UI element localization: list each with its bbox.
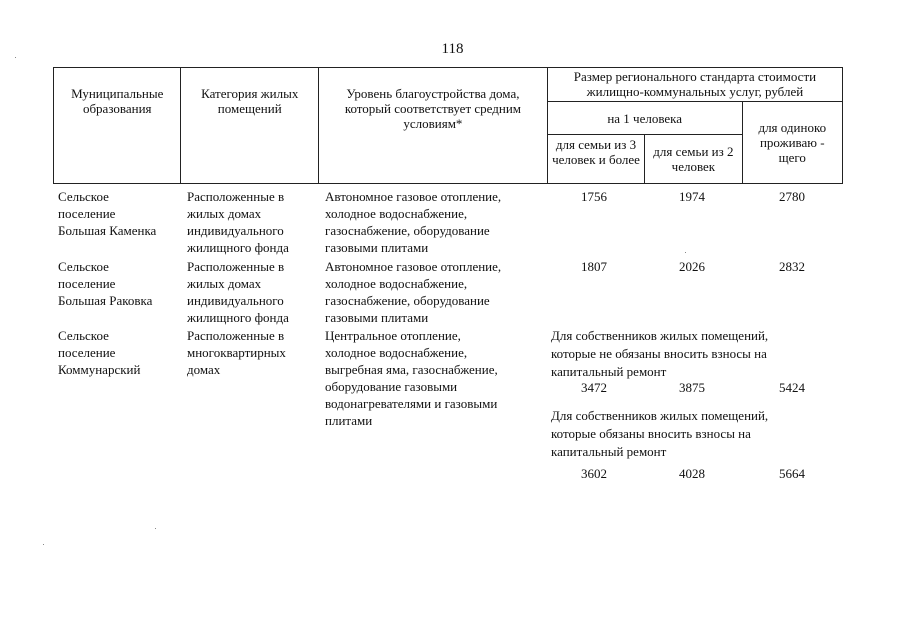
row2-category: Расположенные в жилых домах индивидуального жилищного фонда bbox=[187, 259, 289, 325]
table-header bbox=[53, 67, 843, 184]
header-level: Уровень благоустройства дома, который соответствует средним условиям* bbox=[318, 68, 547, 184]
row3-note2-value-family3: 3602 bbox=[581, 466, 607, 481]
row3-note1-value-single: 5424 bbox=[779, 380, 805, 395]
row3-note2-value-single: 5664 bbox=[779, 466, 805, 481]
row2-value-single: 2832 bbox=[779, 259, 805, 274]
header-municipality: Муниципальные образования bbox=[54, 68, 181, 184]
row2-value-family3: 1807 bbox=[581, 259, 607, 274]
scan-speck bbox=[15, 57, 16, 58]
row1-value-single: 2780 bbox=[779, 189, 805, 204]
header-per-person: на 1 человека bbox=[547, 102, 742, 135]
row1-category: Расположенные в жилых домах индивидуального жилищного фонда bbox=[187, 189, 289, 255]
header-family-3: для семьи из 3 человек и более bbox=[547, 135, 644, 184]
header-size-title: Размер регионального стандарта стоимости жилищно-коммунальных услуг, рублей bbox=[547, 68, 842, 102]
header-category: Категория жилых помещений bbox=[181, 68, 319, 184]
row3-level: Центральное отопление, холодное водоснабжение, выгребная яма, газоснабжение, оборудование газовыми водонагревателями и газовыми плитами bbox=[325, 328, 498, 428]
row2-municipality: Сельское поселение Большая Раковка bbox=[58, 259, 153, 308]
header-single: для одиноко проживаю - щего bbox=[742, 102, 842, 184]
row3-note1-value-family3: 3472 bbox=[581, 380, 607, 395]
header-family-2: для семьи из 2 человек bbox=[645, 135, 742, 184]
row3-note1-value-family2: 3875 bbox=[679, 380, 705, 395]
row3-note-no-contributions: Для собственников жилых помещений, которые не обязаны вносить взносы на капитальный ремонт bbox=[551, 328, 769, 379]
scan-speck bbox=[43, 544, 44, 545]
row3-note2-value-family2: 4028 bbox=[679, 466, 705, 481]
row3-category: Расположенные в многоквартирных домах bbox=[187, 328, 286, 377]
row2-level: Автономное газовое отопление, холодное водоснабжение, газоснабжение, оборудование газовыми плитами bbox=[325, 259, 502, 325]
scan-speck bbox=[155, 528, 156, 529]
scan-speck bbox=[685, 252, 686, 253]
row2-value-family2: 2026 bbox=[679, 259, 705, 274]
row3-municipality: Сельское поселение Коммунарский bbox=[58, 328, 141, 377]
row1-level: Автономное газовое отопление, холодное водоснабжение, газоснабжение, оборудование газовыми плитами bbox=[325, 189, 502, 255]
row1-municipality: Сельское поселение Большая Каменка bbox=[58, 189, 157, 238]
page-number: 118 bbox=[441, 41, 464, 57]
row1-value-family2: 1974 bbox=[679, 189, 705, 204]
row3-note-with-contributions: Для собственников жилых помещений, которые обязаны вносить взносы на капитальный ремонт bbox=[551, 408, 769, 459]
row1-value-family3: 1756 bbox=[581, 189, 607, 204]
